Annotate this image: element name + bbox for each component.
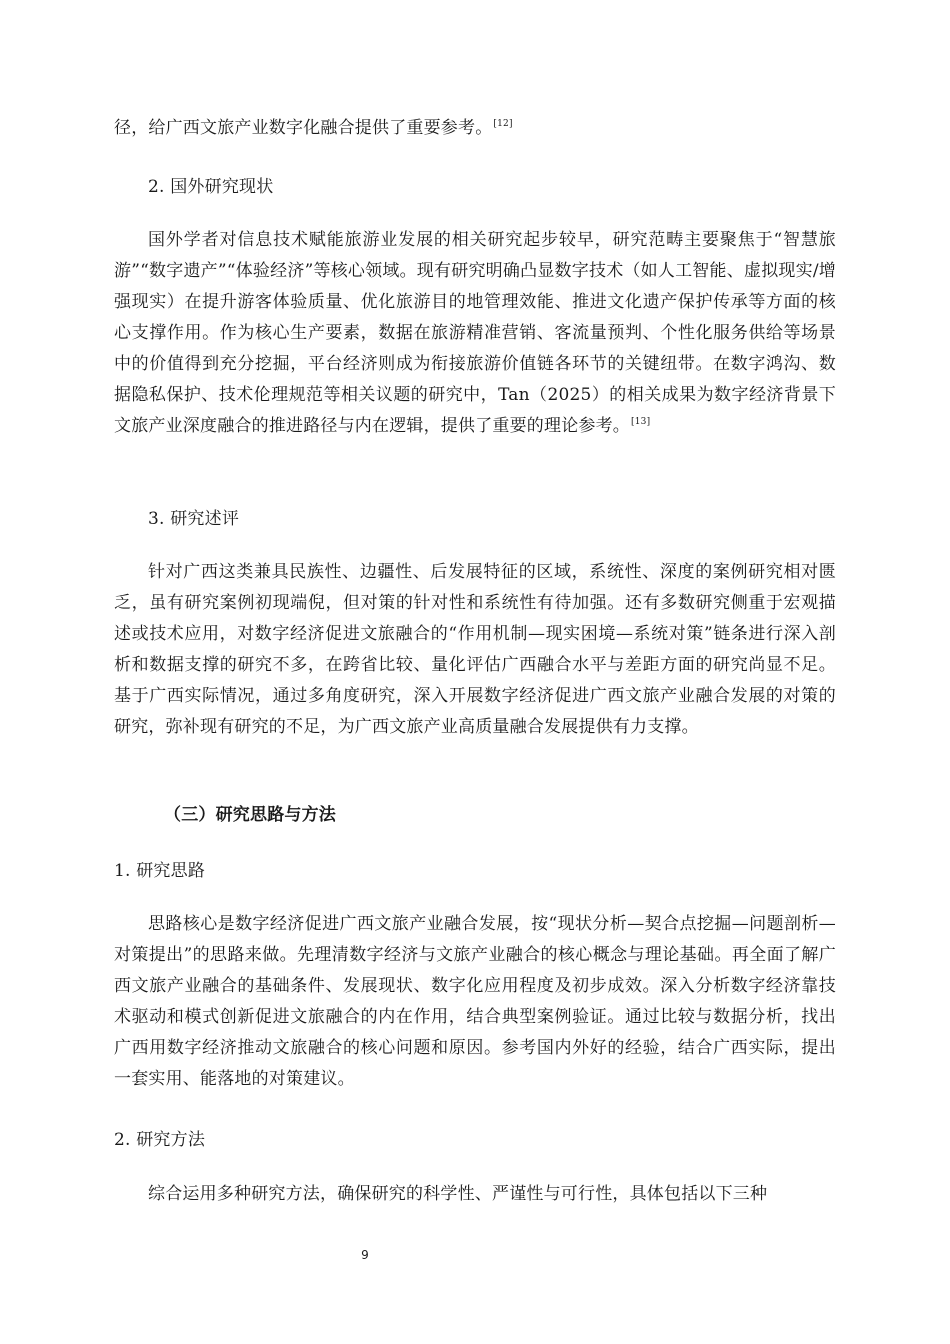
subheading-research-review: 3. 研究述评 xyxy=(148,509,240,529)
paragraph-research-review: 针对广西这类兼具民族性、边疆性、后发展特征的区域，系统性、深度的案例研究相对匮乏，虽有研究案例初现端倪，但对策的针对性和系统性有待加强。还有多数研究侧重于宏观描述或技术应用，对数字经济促进文旅融合的“作用机制—现实困境—系统对策”链条进行深入剖析和数据支撑的研究不多，在跨省比较、量化评估广西融合水平与差距方面的研究尚显不足。基于广西实际情况，通过多角度研究，深入开展数字经济促进广西文旅产业融合发展的对策的研究，弥补现有研究的不足，为广西文旅产业高质量融合发展提供有力支撑。 xyxy=(114,562,836,737)
citation-ref: [12] xyxy=(493,119,513,129)
paragraph-research-method: 综合运用多种研究方法，确保研究的科学性、严谨性与可行性，具体包括以下三种 xyxy=(148,1184,768,1204)
paragraph-research-idea: 思路核心是数字经济促进广西文旅产业融合发展，按“现状分析—契合点挖掘—问题剖析—对策提出”的思路来做。先理清数字经济与文旅产业融合的核心概念与理论基础。再全面了解广西文旅产业融合的基础条件、发展现状、数字化应用程度及初步成效。深入分析数字经济靠技术驱动和模式创新促进文旅融合的内在作用，结合典型案例验证。通过比较与数据分析，找出广西用数字经济推动文旅融合的核心问题和原因。参考国内外好的经验，结合广西实际，提出一套实用、能落地的对策建议。 xyxy=(114,914,836,1089)
section-heading-ideas-methods: （三）研究思路与方法 xyxy=(164,805,336,825)
paragraph-continuation xyxy=(114,113,836,144)
subheading-foreign-research: 2. 国外研究现状 xyxy=(148,177,274,197)
paragraph-foreign-research xyxy=(114,225,836,442)
subheading-research-method: 2. 研究方法 xyxy=(114,1130,206,1150)
paragraph-text: 径，给广西文旅产业数字化融合提供了重要参考。 xyxy=(114,118,493,138)
subheading-research-idea: 1. 研究思路 xyxy=(114,861,206,881)
page-number: 9 xyxy=(361,1248,369,1262)
citation-ref: [13] xyxy=(631,417,651,427)
paragraph-text: 国外学者对信息技术赋能旅游业发展的相关研究起步较早，研究范畴主要聚焦于“智慧旅游”“数字遗产”“体验经济”等核心领域。现有研究明确凸显数字技术（如人工智能、虚拟现实/增强现实）在提升游客体验质量、优化旅游目的地管理效能、推进文化遗产保护传承等方面的核心支撑作用。作为核心生产要素，数据在旅游精准营销、客流量预判、个性化服务供给等场景中的价值得到充分挖掘，平台经济则成为衔接旅游价值链各环节的关键纽带。在数字鸿沟、数据隐私保护、技术伦理规范等相关议题的研究中，Tan（2025）的相关成果为数字经济背景下文旅产业深度融合的推进路径与内在逻辑，提供了重要的理论参考。 xyxy=(114,230,836,436)
